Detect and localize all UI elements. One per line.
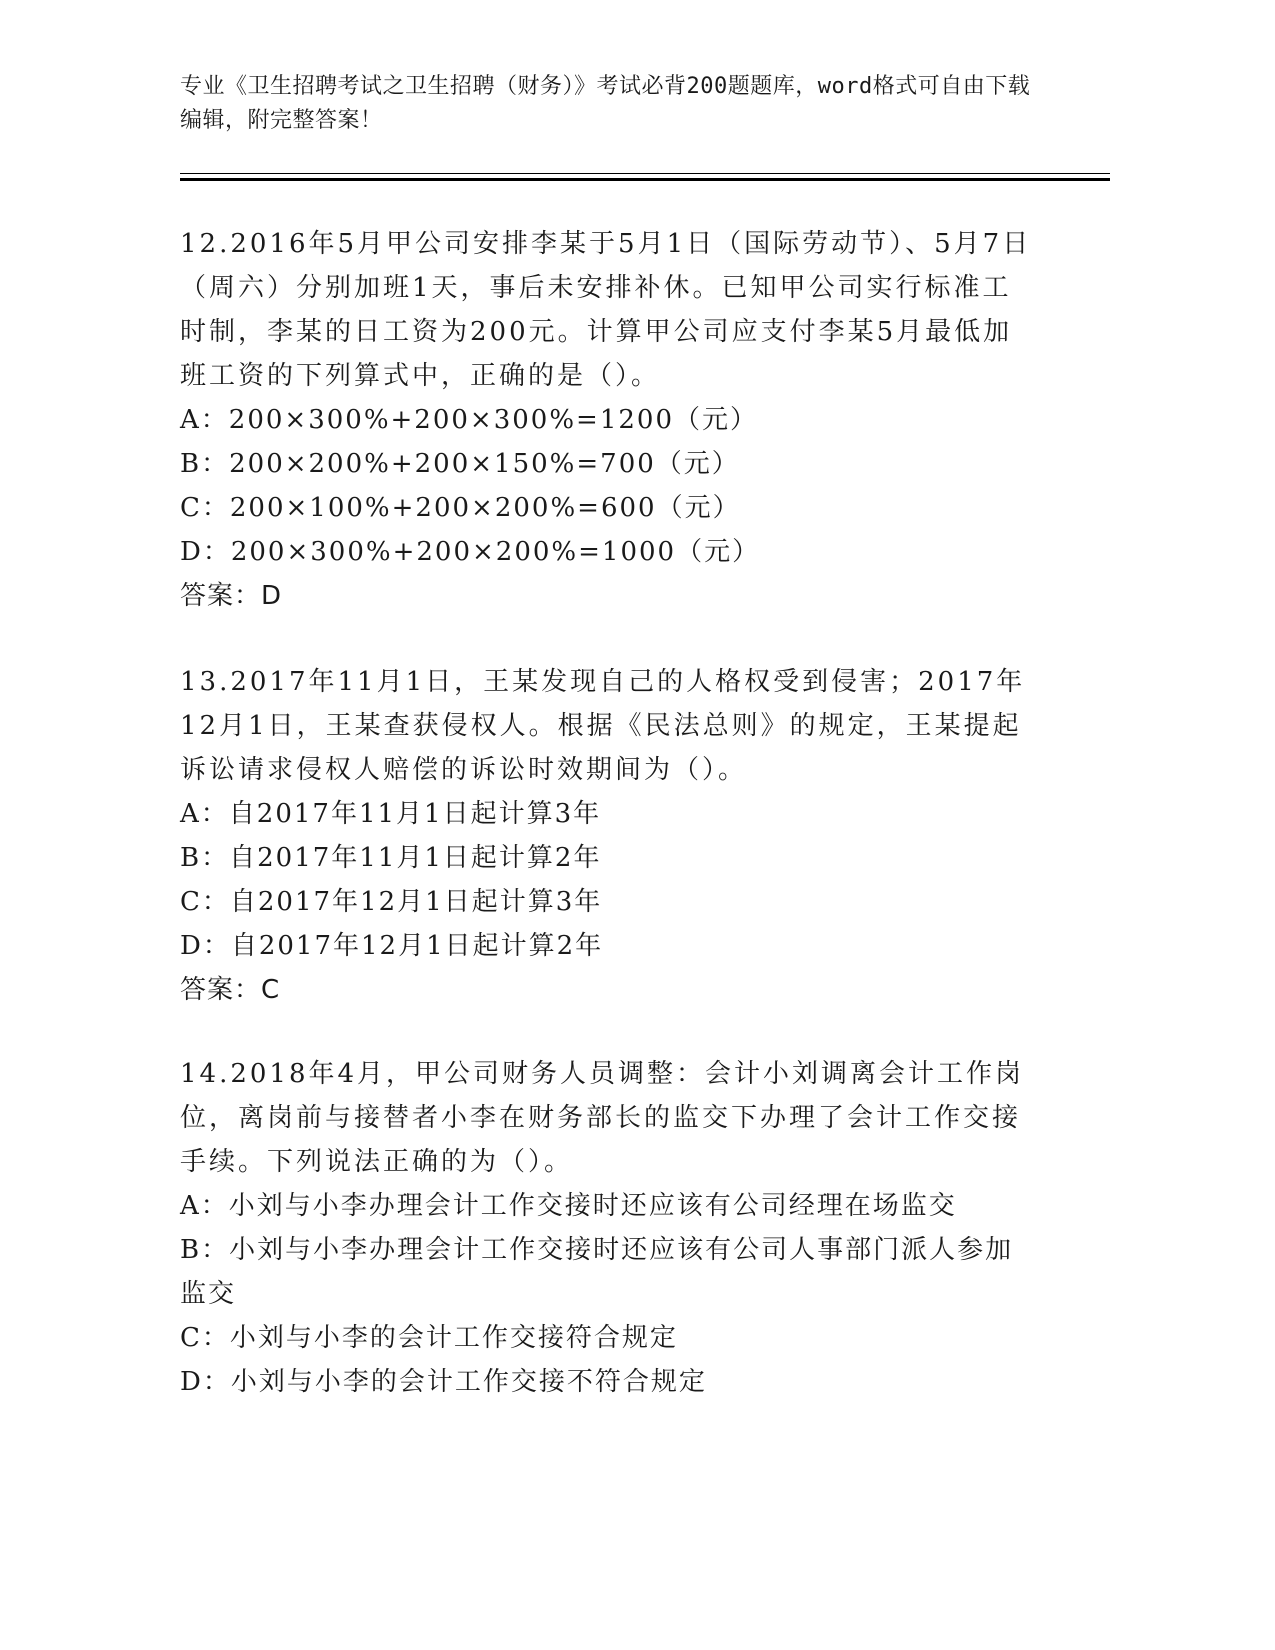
option-a: A：小刘与小李办理会计工作交接时还应该有公司经理在场监交: [180, 1191, 957, 1221]
option-b: B：200×200%+200×150%=700（元）: [180, 449, 740, 479]
question-stem: 12.2016年5月甲公司安排李某于5月1日（国际劳动节）、5月7日（周六）分别加班1天，事后未安排补休。已知甲公司实行标准工时制，李某的日工资为200元。计算甲公司应支付李某5月最低加班工资的下列算式中，正确的是（）。: [180, 229, 1032, 391]
answer: 答案：C: [180, 975, 281, 1005]
option-c: C：自2017年12月1日起计算3年: [180, 887, 603, 917]
header-divider-thin: [180, 173, 1110, 174]
option-a: A：200×300%+200×300%=1200（元）: [180, 405, 758, 435]
question-12: [180, 222, 1040, 618]
question-14: [180, 1052, 1040, 1404]
option-c: C：200×100%+200×200%=600（元）: [180, 493, 741, 523]
option-b: B：小刘与小李办理会计工作交接时还应该有公司人事部门派人参加监交: [180, 1235, 1014, 1309]
option-d: D：小刘与小李的会计工作交接不符合规定: [180, 1367, 707, 1397]
question-stem: 14.2018年4月，甲公司财务人员调整：会计小刘调离会计工作岗位，离岗前与接替者小李在财务部长的监交下办理了会计工作交接手续。下列说法正确的为（）。: [180, 1059, 1025, 1177]
question-13: [180, 660, 1040, 1012]
option-d: D：自2017年12月1日起计算2年: [180, 931, 604, 961]
document-header: 专业《卫生招聘考试之卫生招聘（财务）》考试必背200题题库，word格式可自由下载编辑，附完整答案！: [180, 74, 1031, 133]
option-d: D：200×300%+200×200%=1000（元）: [180, 537, 761, 567]
header-divider-thick: [180, 178, 1110, 181]
option-b: B：自2017年11月1日起计算2年: [180, 843, 602, 873]
option-a: A：自2017年11月1日起计算3年: [180, 799, 602, 829]
question-stem: 13.2017年11月1日，王某发现自己的人格权受到侵害；2017年12月1日，王某查获侵权人。根据《民法总则》的规定，王某提起诉讼请求侵权人赔偿的诉讼时效期间为（）。: [180, 667, 1026, 785]
option-c: C：小刘与小李的会计工作交接符合规定: [180, 1323, 678, 1353]
answer: 答案：D: [180, 581, 283, 611]
